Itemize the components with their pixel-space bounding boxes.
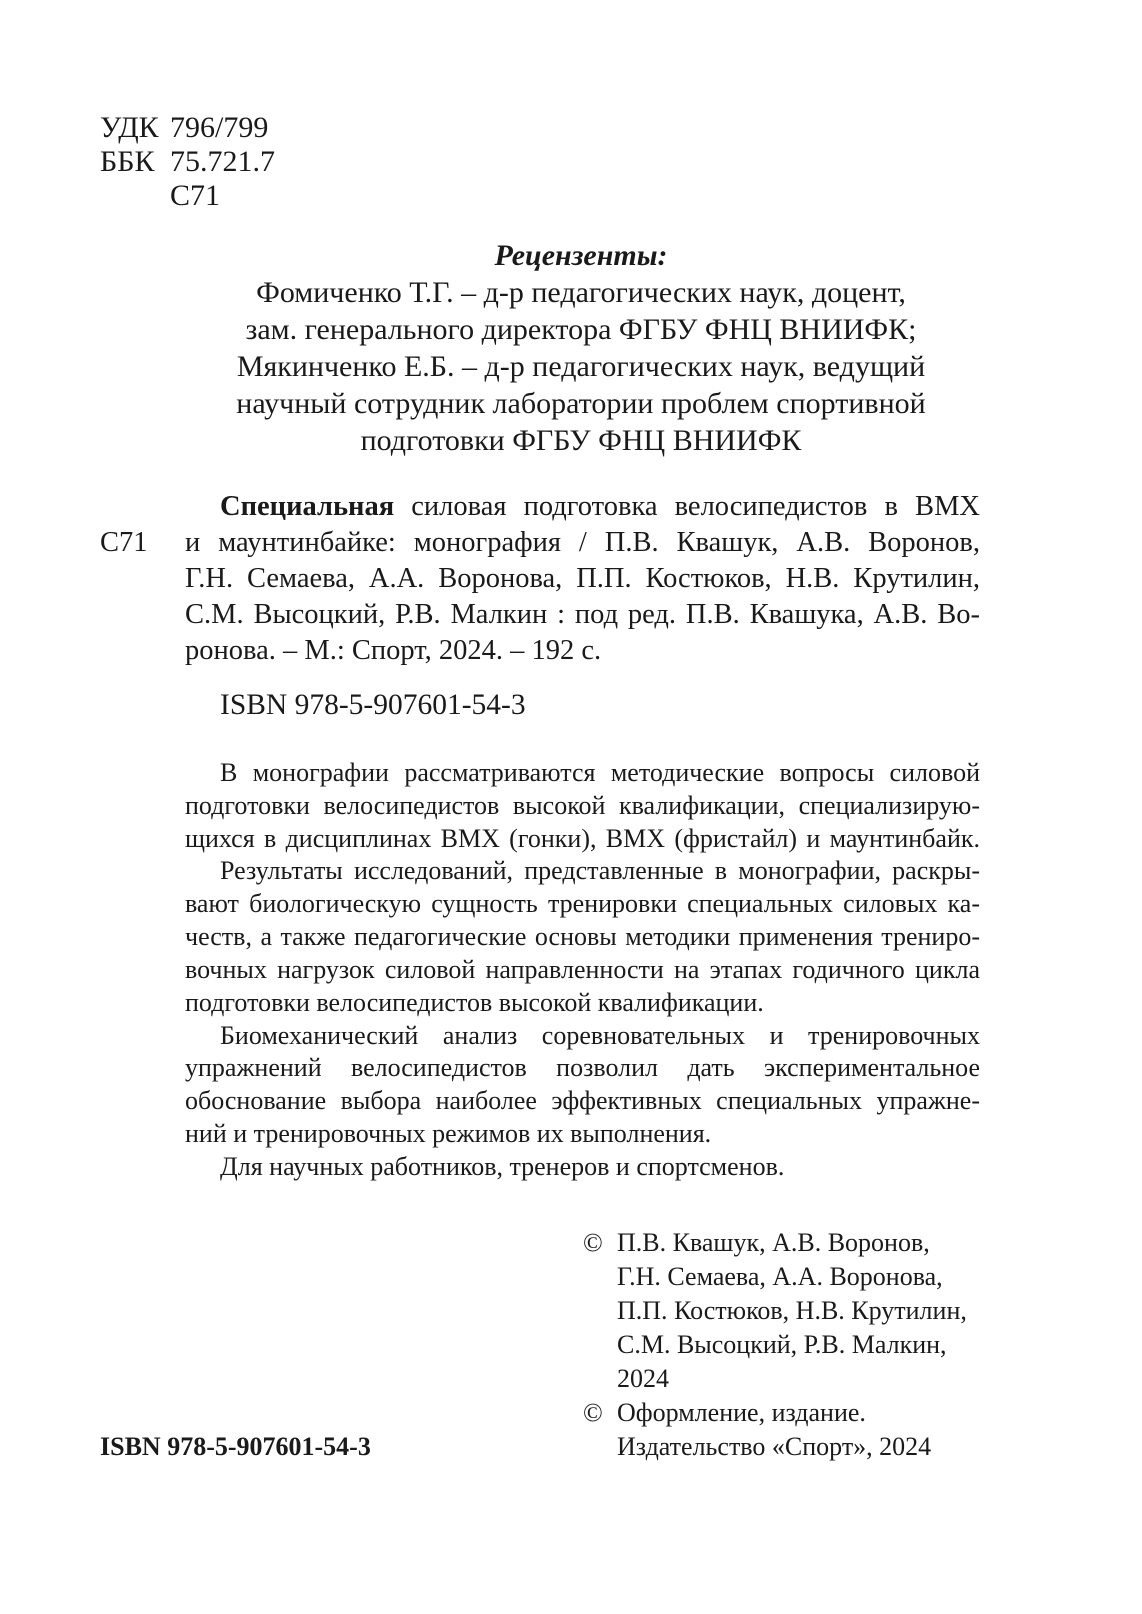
annotation-line: Биомеханический анализ соревновательных и тренировочных: [220, 1020, 980, 1050]
reviewer-line: научный сотрудник лаборатории проблем спортивной: [236, 387, 926, 420]
footer-isbn: ISBN 978-5-907601-54-3: [100, 1432, 371, 1461]
copyright-entry-authors: [583, 1226, 1003, 1396]
copyright-block: [583, 1226, 1003, 1464]
copyright-line: Оформление, издание.: [617, 1398, 866, 1427]
bbk-code: 75.721.7: [170, 145, 275, 178]
copyright-line: Г.Н. Семаева, А.А. Воронова,: [617, 1262, 943, 1291]
annotation-line: Для научных работников, тренеров и спортсменов.: [220, 1151, 785, 1181]
annotation-line: В монографии рассматриваются методические вопросы силовой: [220, 758, 980, 787]
bibliographic-record: [185, 489, 980, 669]
bib-line: [185, 489, 980, 525]
annotation-line: честв, а также педагогические основы методики применения трениро-: [185, 922, 980, 952]
reviewers-block: [225, 237, 937, 459]
copyright-line: П.П. Костюков, Н.В. Крутилин,: [617, 1296, 967, 1325]
bib-line: и маунтинбайке: монография / П.В. Квашук, А.В. Воронов,: [185, 527, 980, 558]
classification-block: [100, 111, 275, 213]
annotation-line: вают биологическую сущность тренировки специальных силовых ка-: [185, 889, 980, 919]
reviewer-line: Фомиченко Т.Г. – д-р педагогических наук, доцент,: [256, 276, 906, 309]
udk-code: 796/799: [170, 111, 269, 144]
book-title-lead: Специальная: [220, 491, 395, 522]
author-mark: С71: [170, 179, 221, 212]
annotation-line: обоснование выбора наиболее эффективных специальных упражне-: [185, 1086, 980, 1116]
bib-line: Г.Н. Семаева, А.А. Воронова, П.П. Костюков, Н.В. Крутилин,: [185, 563, 980, 594]
annotation-line: подготовки велосипедистов высокой квалификации.: [185, 987, 764, 1017]
copyright-symbol: ©: [583, 1398, 603, 1427]
bib-author-mark: С71: [100, 527, 148, 558]
copyright-line: С.М. Высоцкий, Р.В. Малкин,: [617, 1330, 947, 1359]
copyright-line: П.В. Квашук, А.В. Воронов,: [617, 1228, 930, 1257]
reviewer-line: Мякинченко Е.Б. – д-р педагогических наук, ведущий: [236, 350, 926, 383]
reviewer-line: подготовки ФГБУ ФНЦ ВНИИФК: [360, 424, 802, 457]
annotation-line: щихся в дисциплинах BMX (гонки), BMX (фристайл) и маунтинбайк.: [185, 823, 980, 853]
bbk-row: [100, 145, 275, 179]
isbn: ISBN 978-5-907601-54-3: [220, 689, 526, 721]
bib-line: ронова. – М.: Спорт, 2024. – 192 с.: [185, 635, 602, 666]
annotation-line: подготовки велосипедистов высокой квалификации, специализирую-: [185, 790, 980, 820]
annotation: [185, 757, 980, 1184]
udk-label: УДК: [100, 111, 159, 144]
copyright-entry-publisher: [583, 1396, 1003, 1464]
copyright-line: 2024: [617, 1364, 669, 1393]
bib-line: С.М. Высоцкий, Р.В. Малкин : под ред. П.В. Квашука, А.В. Во-: [185, 599, 980, 630]
copyright-line: Издательство «Спорт», 2024: [617, 1432, 932, 1461]
copyright-symbol: ©: [583, 1228, 603, 1257]
reviewer-line: зам. генерального директора ФГБУ ФНЦ ВНИИФК;: [245, 313, 917, 346]
annotation-line: вочных нагрузок силовой направленности на этапах годичного цикла: [185, 954, 980, 984]
bbk-label: ББК: [100, 145, 155, 178]
udk-row: [100, 111, 275, 145]
reviewers-heading: Рецензенты:: [494, 239, 668, 272]
annotation-line: упражнений велосипедистов позволил дать экспериментальное: [185, 1053, 980, 1083]
annotation-line: ний и тренировочных режимов их выполнения.: [185, 1119, 712, 1149]
annotation-line: Результаты исследований, представленные в монографии, раскры-: [220, 856, 980, 886]
book-title-rest: силовая подготовка велосипедистов в BMX: [411, 491, 980, 522]
